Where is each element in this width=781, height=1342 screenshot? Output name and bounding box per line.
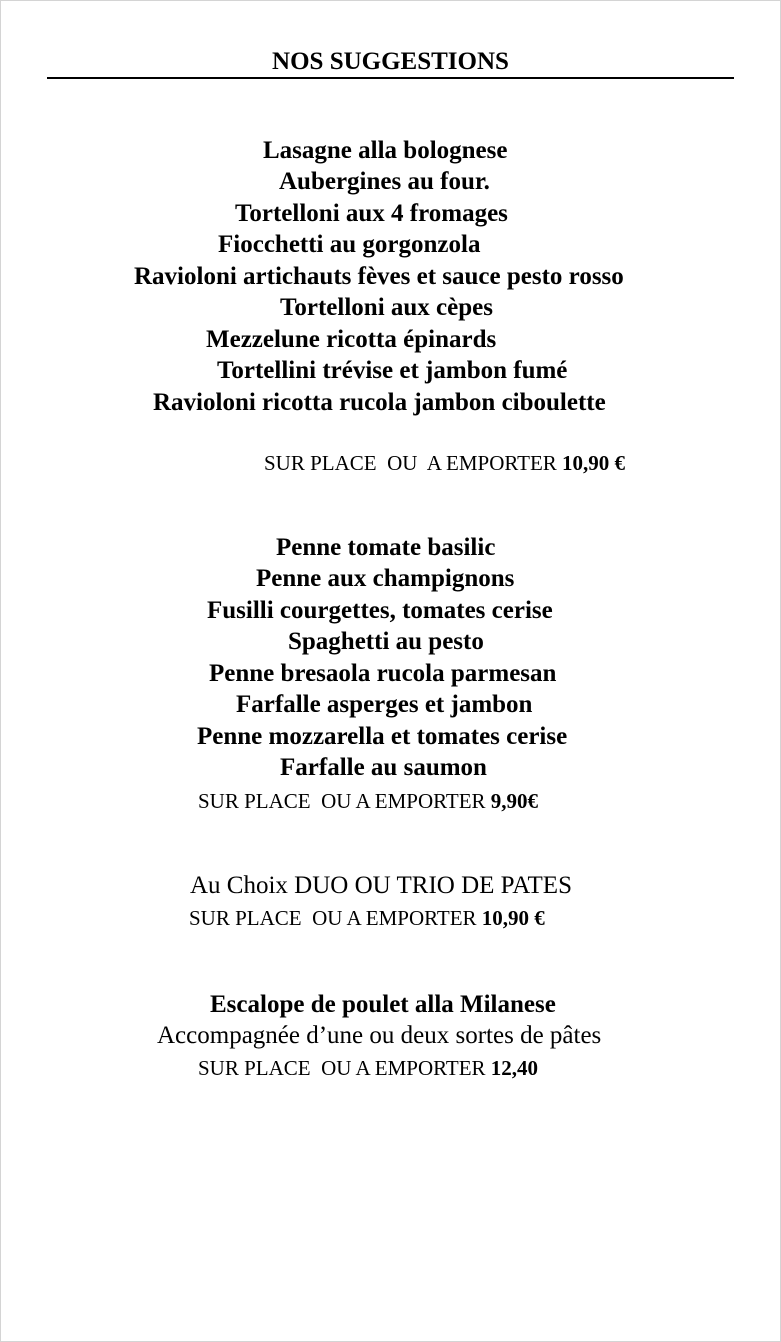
menu-item: Tortelloni aux cèpes [280, 294, 493, 321]
menu-item: Farfalle asperges et jambon [236, 691, 533, 718]
price-line [264, 448, 625, 478]
price-amount: 10,90 € [481, 906, 545, 930]
menu-item: Penne aux champignons [256, 565, 515, 592]
price-label: SUR PLACE OU A EMPORTER [264, 451, 563, 475]
price-amount: 12,40 [490, 1056, 539, 1080]
price-label: SUR PLACE OU A EMPORTER [198, 1056, 491, 1080]
menu-item: Tortellini trévise et jambon fumé [217, 357, 568, 384]
menu-item: Mezzelune ricotta épinards [206, 326, 497, 353]
menu-item: Fusilli courgettes, tomates cerise [207, 597, 553, 624]
price-amount: 9,90€ [490, 789, 539, 813]
price-line [198, 1053, 538, 1083]
price-line [198, 786, 538, 816]
price-label: SUR PLACE OU A EMPORTER [189, 906, 482, 930]
menu-item: Lasagne alla bolognese [263, 137, 508, 164]
escalope-subtitle: Accompagnée d’une ou deux sortes de pâtes [157, 1022, 602, 1049]
escalope-heading: Escalope de poulet alla Milanese [210, 991, 556, 1018]
price-line [189, 903, 545, 933]
menu-item: Spaghetti au pesto [288, 628, 484, 655]
menu-item: Penne tomate basilic [276, 534, 496, 561]
menu-item: Tortelloni aux 4 fromages [235, 200, 508, 227]
title-underline [47, 77, 734, 79]
price-label: SUR PLACE OU A EMPORTER [198, 789, 491, 813]
menu-item: Farfalle au saumon [280, 754, 487, 781]
menu-item: Ravioloni ricotta rucola jambon ciboulette [153, 389, 606, 416]
menu-item: Ravioloni artichauts fèves et sauce pesto rosso [134, 263, 624, 290]
menu-item: Penne mozzarella et tomates cerise [197, 723, 568, 750]
menu-item: Fiocchetti au gorgonzola [218, 231, 481, 258]
menu-item: Penne bresaola rucola parmesan [209, 660, 557, 687]
menu-item: Aubergines au four. [279, 168, 490, 195]
price-amount: 10,90 € [562, 451, 626, 475]
page-title: NOS SUGGESTIONS [272, 48, 509, 75]
duo-trio-heading: Au Choix DUO OU TRIO DE PATES [190, 872, 572, 899]
